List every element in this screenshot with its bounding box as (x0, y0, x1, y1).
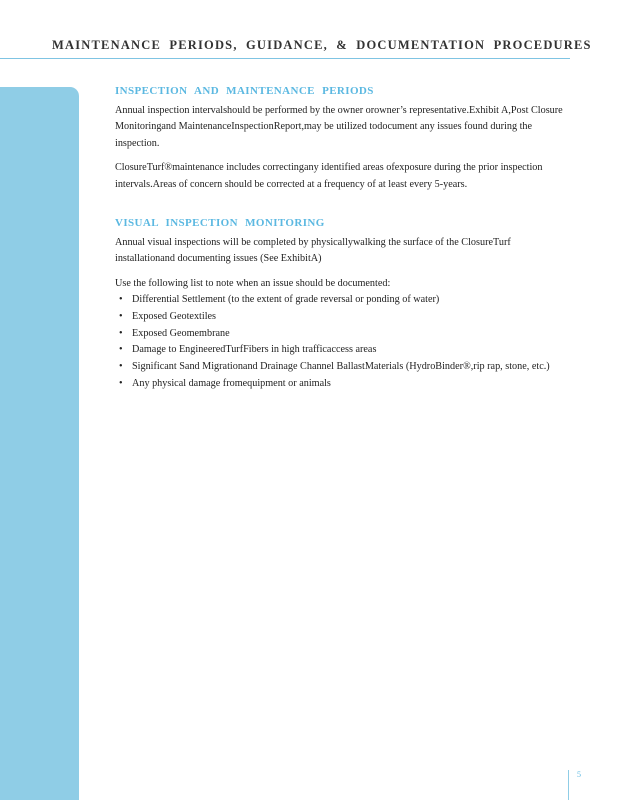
list-item (115, 292, 565, 309)
main-content (115, 83, 565, 393)
side-color-band (0, 87, 79, 800)
list-item-text: Any physical damage fromequipment or animals (132, 377, 331, 389)
list-item-text: Significant Sand Migrationand Drainage Channel BallastMaterials (HydroBinder®,rip rap, stone, etc.) (132, 361, 550, 373)
bullet-icon: • (119, 377, 123, 389)
paragraph: Annual inspection intervalshould be performed by the owner orowner’s representative.Exhibit A,Post Closure Monitoringand MaintenanceInspectionReport,may be utilized todocument any issues found during the inspection. (115, 104, 563, 149)
header-divider (0, 58, 570, 59)
page-number: 5 (577, 770, 581, 779)
list-item (115, 342, 565, 359)
bullet-icon: • (119, 310, 123, 322)
list-item (115, 376, 565, 393)
list-item (115, 326, 565, 343)
list-item-text: Exposed Geomembrane (132, 327, 230, 339)
bullet-icon: • (119, 344, 123, 356)
bullet-icon: • (119, 327, 123, 339)
list-item (115, 359, 565, 376)
section-heading-inspection-periods: INSPECTION AND MAINTENANCE PERIODS (115, 85, 374, 97)
footer-divider (568, 770, 569, 800)
page-title: MAINTENANCE PERIODS, GUIDANCE, & DOCUMENTATION PROCEDURES (52, 38, 592, 52)
list-item-text: Differential Settlement (to the extent of grade reversal or ponding of water) (132, 294, 440, 305)
list-item-text: Exposed Geotextiles (132, 310, 217, 322)
paragraph: ClosureTurf®maintenance includes correctingany identified areas ofexposure during the prior inspection intervals.Areas of concern should be corrected at a frequency of at least every 5-years. (115, 162, 543, 190)
section-heading-visual-inspection: VISUAL INSPECTION MONITORING (115, 217, 325, 229)
bullet-icon: • (119, 361, 123, 373)
list-intro: Use the following list to note when an issue should be documented: (115, 277, 391, 289)
bullet-icon: • (119, 294, 123, 305)
list-item-text: Damage to EngineeredTurfFibers in high trafficaccess areas (132, 344, 377, 356)
list-item (115, 309, 565, 326)
issue-list (115, 292, 565, 393)
paragraph: Annual visual inspections will be completed by physicallywalking the surface of the ClosureTurf installationand documenting issues (See ExhibitA) (115, 236, 511, 264)
